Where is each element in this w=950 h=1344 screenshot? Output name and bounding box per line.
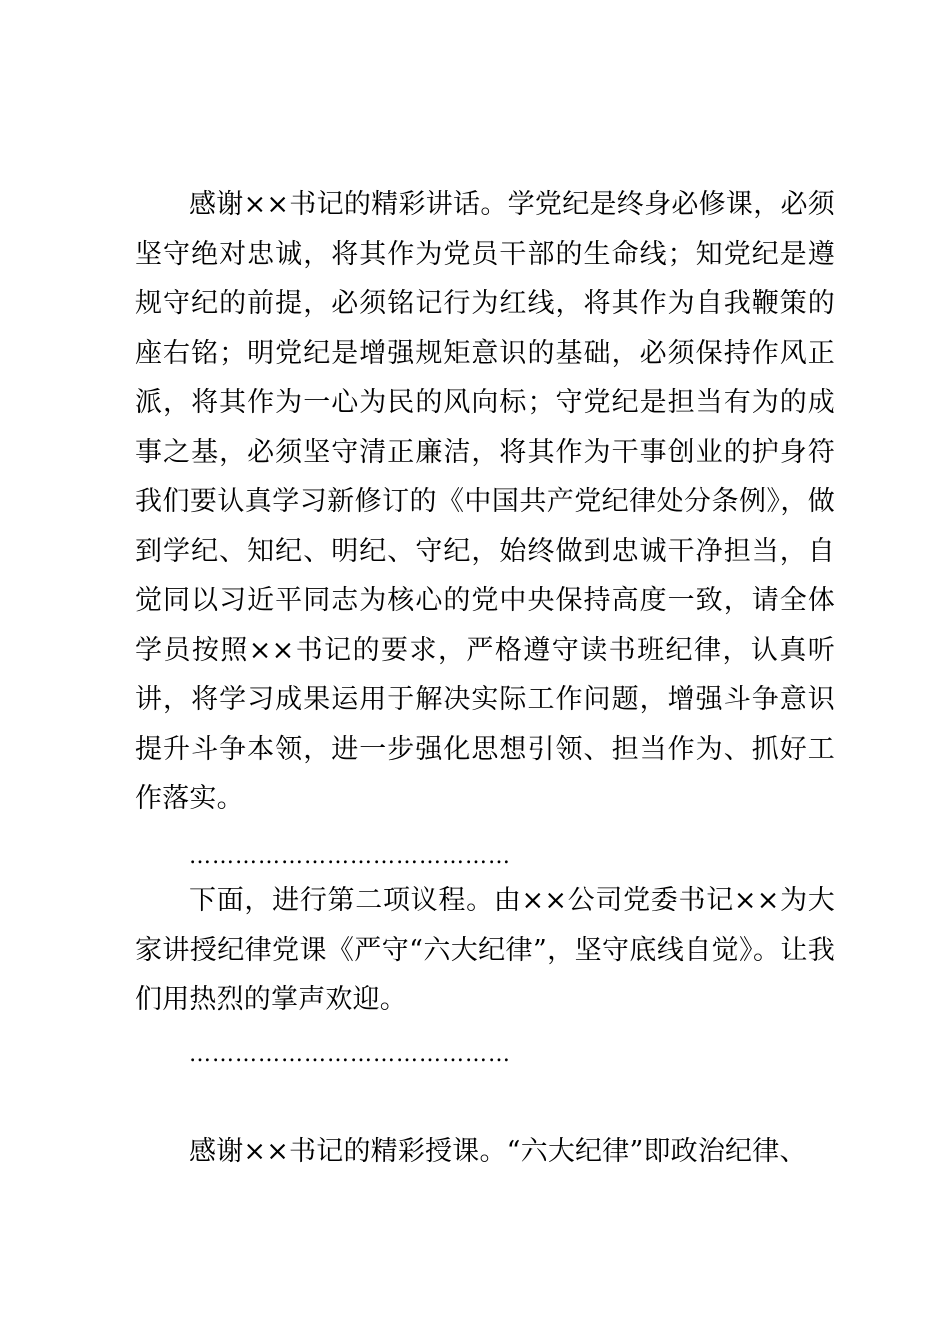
paragraph-second-agenda: 下面，进行第二项议程。由××公司党委书记××为大家讲授纪律党课《严守“六大纪律”，坚守底线自觉》。让我们用热烈的掌声欢迎。 [135, 885, 835, 1015]
paragraph-thanks-lecture: 感谢××书记的精彩授课。“六大纪律”即政治纪律、 [189, 1136, 807, 1167]
ellipsis-separator: …………………………………… [189, 844, 511, 869]
paragraph-closing-remarks: 感谢××书记的精彩讲话。学党纪是终身必修课，必须坚守绝对忠诚，将其作为党员干部的生命线；知党纪是遵规守纪的前提，必须铭记行为红线，将其作为自我鞭策的座右铭；明党纪是增强规矩意识的基础，必须保持作风正派，将其作为一心为民的风向标；守党纪是担当有为的成事之基，必须坚守清正廉洁，将其作为干事创业的护身符我们要认真学习新修订的《中国共产党纪律处分条例》，做到学纪、知纪、明纪、守纪，始终做到忠诚干净担当，自觉同以习近平同志为核心的党中央保持高度一致，请全体学员按照××书记的要求，严格遵守读书班纪律，认真听讲，将学习成果运用于解决实际工作问题，增强斗争意识提升斗争本领，进一步强化思想引领、担当作为、抓好工作落实。 [135, 189, 835, 814]
ellipsis-separator: …………………………………… [189, 1042, 511, 1067]
